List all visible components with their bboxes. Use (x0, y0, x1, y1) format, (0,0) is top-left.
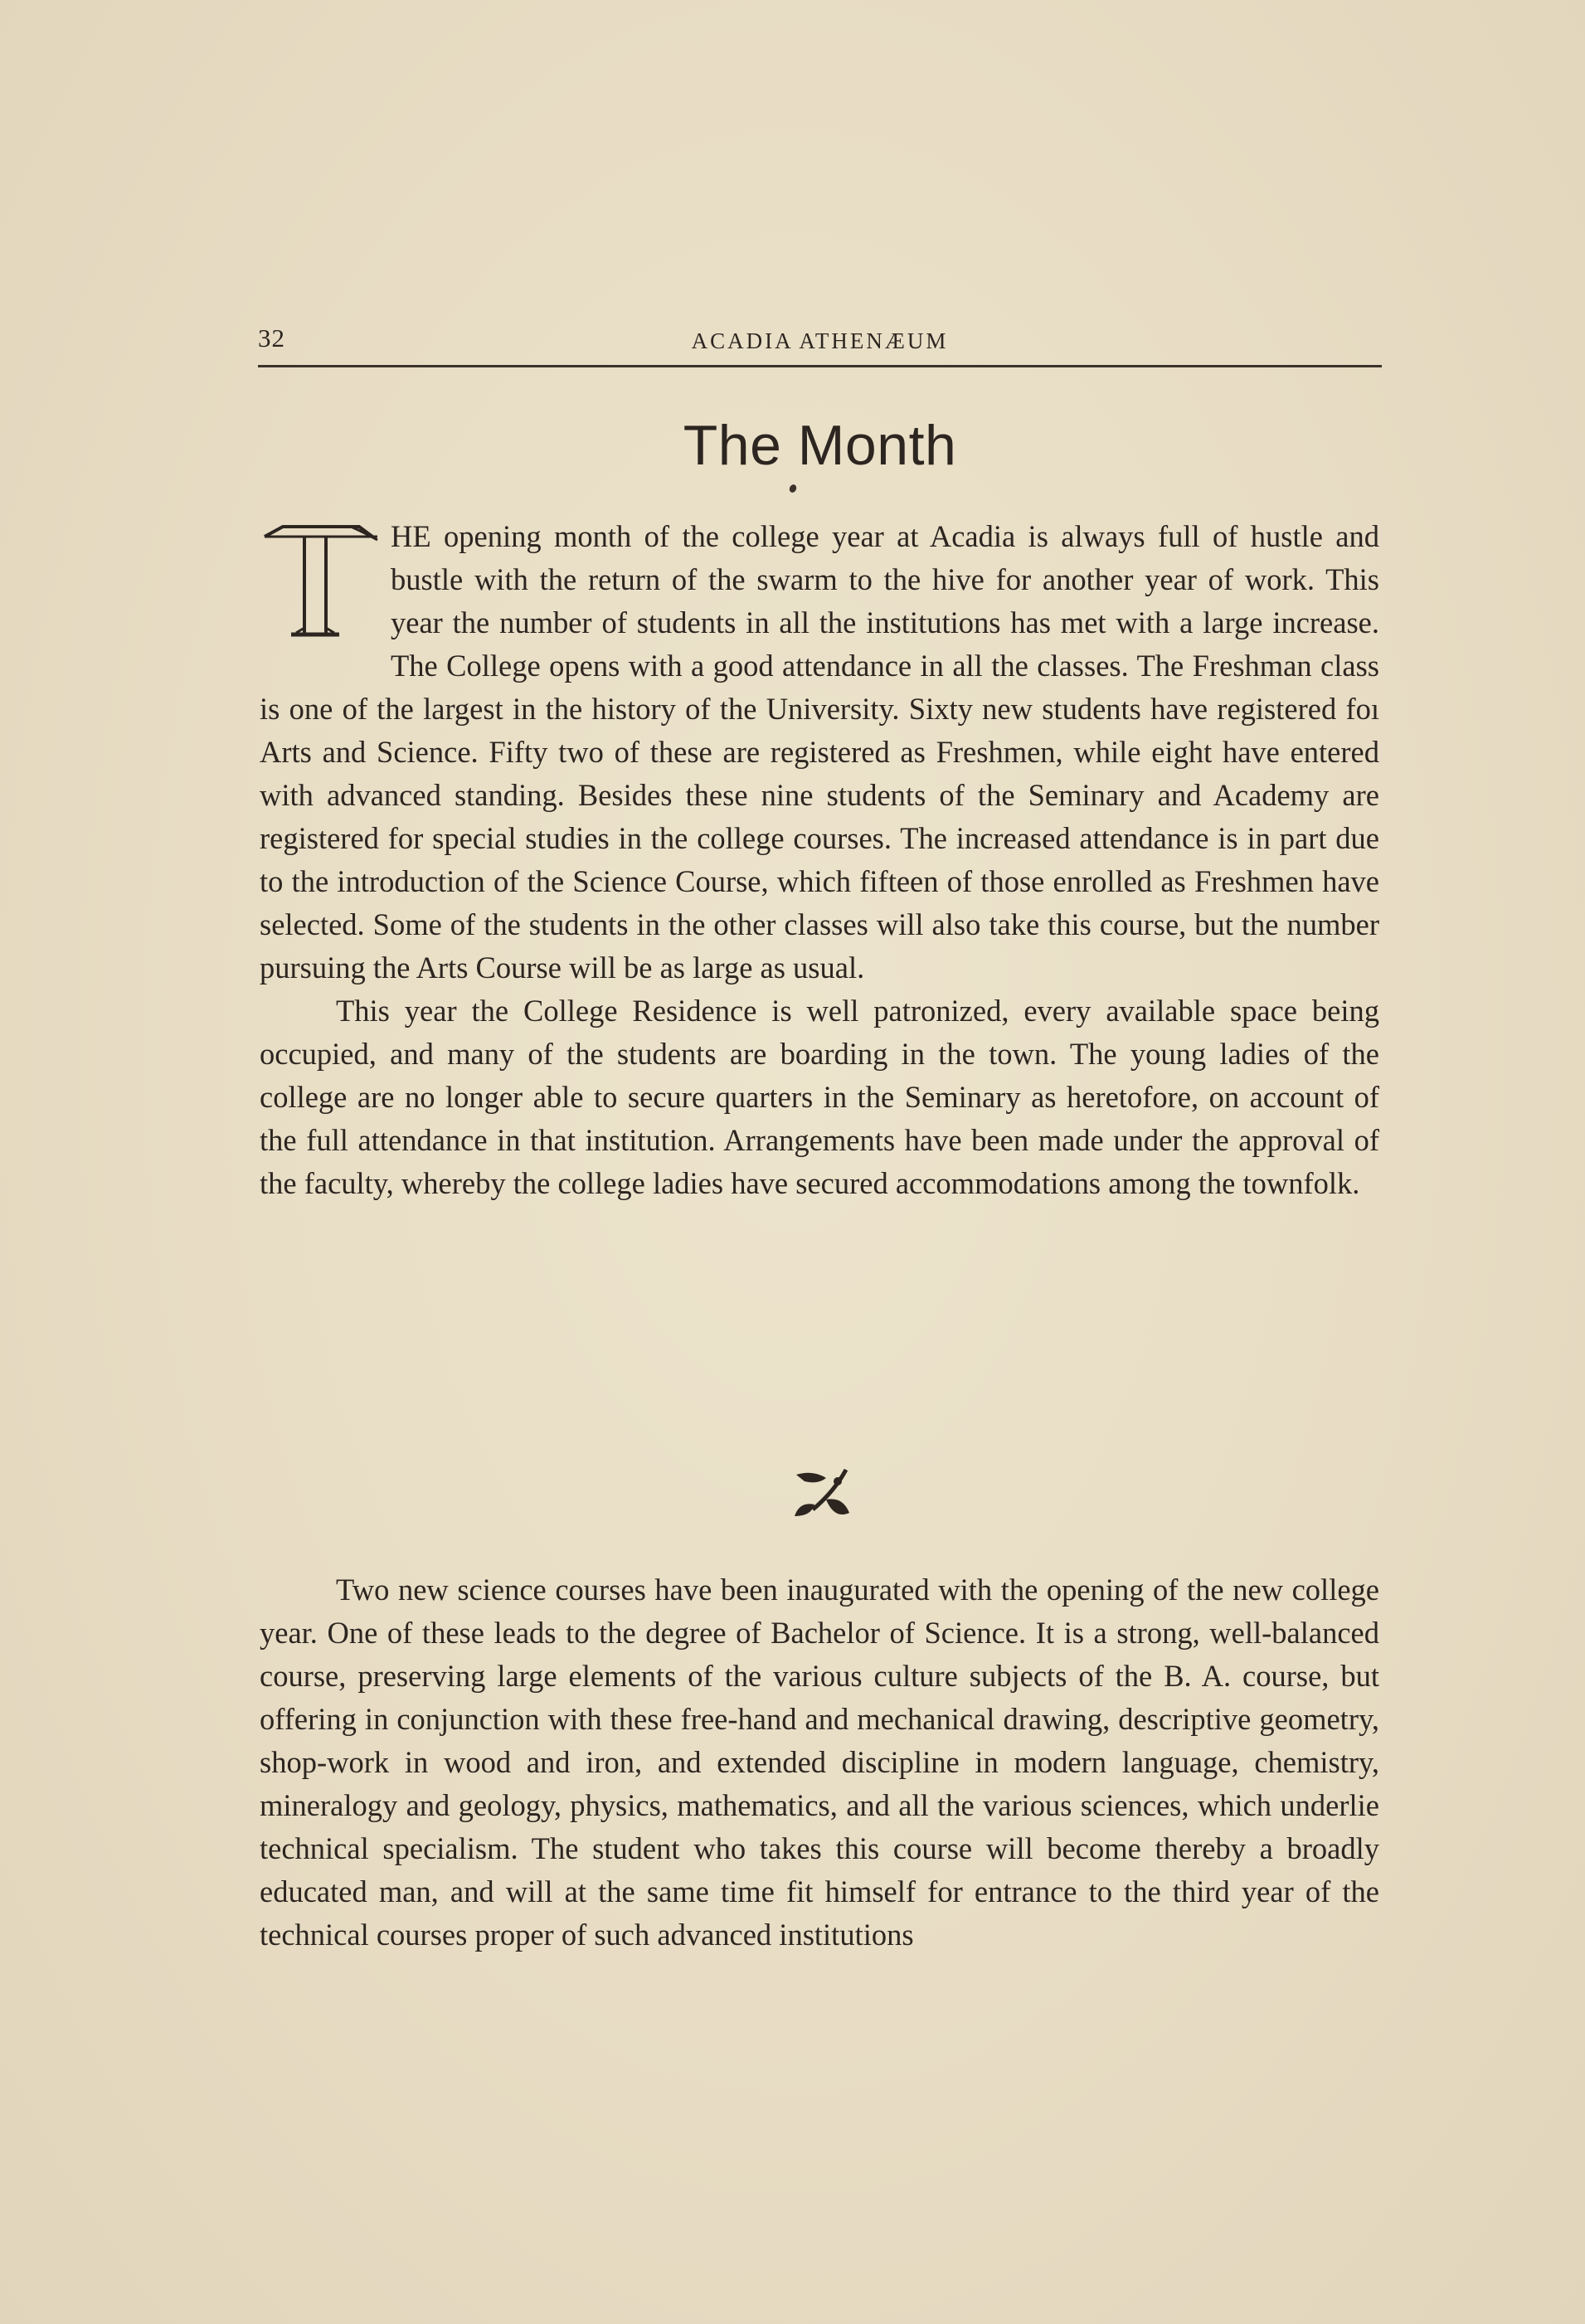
paragraph-text: Two new science courses have been inaugurated with the opening of the new college year. One of these leads to the degree of Bachelor of Science. It is a strong, well-balanced course, preserving large elements of the various culture subjects of the B. A. course, but offering in conjunction with these free-hand and mechanical drawing, descriptive geometry, shop-work in wood and iron, and extended discipline in modern language, chemistry, mineralogy and geology, physics, mathematics, and all the various sciences, which underlie technical specialism. The student who takes this course will become thereby a broadly educated man, and will at the same time fit himself for entrance to the third year of the technical courses proper of such advanced institutions (260, 1573, 1379, 1952)
article-body-second-section (260, 1568, 1379, 1957)
page-number: 32 (258, 323, 285, 352)
paragraph (260, 1568, 1379, 1957)
fleuron-ornament-icon (788, 1466, 858, 1524)
running-header (258, 315, 1382, 367)
paragraph-opening (260, 515, 1379, 989)
paragraph (260, 989, 1379, 1205)
paragraph-text: HE opening month of the college year at Acadia is always full of hustle and bustle with the return of the swarm to the hive for another year of work. This year the number of students in all the institutions has met with a large increase. The College opens with a good attendance in all the classes. The Freshman class is one of the largest in the history of the University. Sixty new students have registered foı Arts and Science. Fifty two of these are registered as Freshmen, while eight have entered with advanced standing. Besides these nine students of the Seminary and Academy are registered for special studies in the college courses. The increased attendance is in part due to the introduction of the Science Course, which fifteen of those enrolled as Freshmen have selected. Some of the students in the other classes will also take this course, but the number pursuing the Arts Course will be as large as usual. (260, 519, 1379, 985)
article-body-first-section (260, 515, 1379, 1205)
paragraph-text: This year the College Residence is well patronized, every available space being occupied, and many of the students are boarding in the town. The young ladies of the college are no longer able to secure quarters in the Seminary as heretofore, on account of the full attendance in that institution. Arrangements have been made under the approval of the faculty, whereby the college ladies have secured accommodations among the townfolk. (260, 994, 1379, 1200)
article-title: The Month (683, 414, 957, 477)
journal-title: ACADIA ATHENÆUM (691, 328, 949, 353)
drop-cap-t-icon (260, 522, 382, 646)
drop-cap (260, 522, 382, 646)
